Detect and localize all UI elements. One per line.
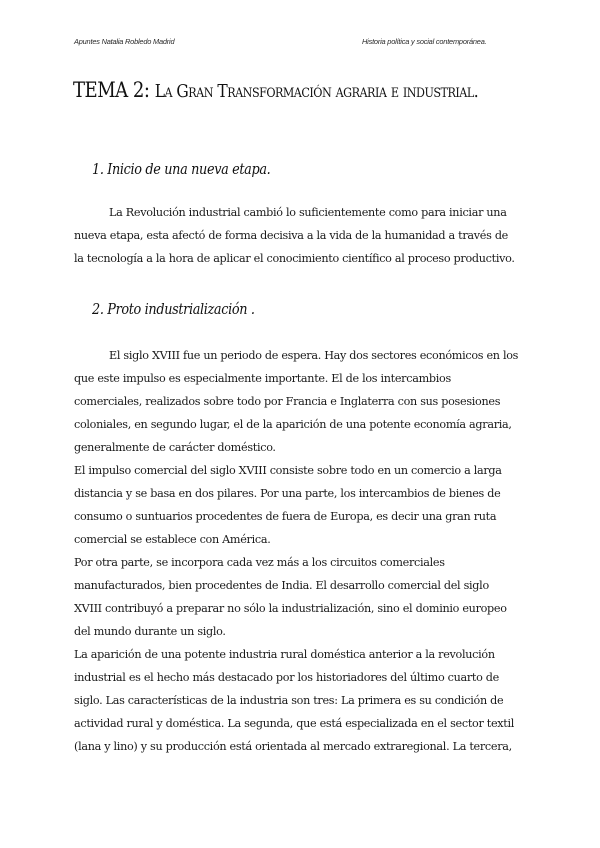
title-text: La Gran Transformación agraria e industrial. — [154, 81, 479, 102]
text-line: coloniales, en segundo lugar, el de la aparición de una potente economía agraria, — [74, 418, 512, 431]
text-line: generalmente de carácter doméstico. — [74, 441, 276, 454]
text-line: comercial se establece con América. — [74, 533, 271, 546]
header-author: Apuntes Natalia Robledo Madrid — [74, 37, 175, 46]
text-line: siglo. Las características de la industria son tres: La primera es su condición de — [74, 694, 504, 707]
text-line: El siglo XVIII fue un periodo de espera. Hay dos sectores económicos en los — [109, 349, 519, 362]
text-line: La Revolución industrial cambió lo suficientemente como para iniciar una — [109, 206, 507, 219]
text-line: nueva etapa, esta afectó de forma decisiva a la vida de la humanidad a través de — [74, 229, 509, 242]
text-line: comerciales, realizados sobre todo por Francia e Inglaterra con sus posesiones — [74, 395, 501, 408]
page-title — [73, 78, 478, 102]
text-line: la tecnología a la hora de aplicar el conocimiento científico al proceso productivo. — [74, 252, 515, 265]
text-line: La aparición de una potente industria rural doméstica anterior a la revolución — [74, 648, 495, 661]
section-body — [74, 201, 530, 270]
text-line: distancia y se basa en dos pilares. Por una parte, los intercambios de bienes de — [74, 487, 501, 500]
header-course: Historia política y social contemporánea. — [362, 37, 487, 46]
text-line: que este impulso es especialmente importante. El de los intercambios — [74, 372, 451, 385]
text-line: El impulso comercial del siglo XVIII consiste sobre todo en un comercio a larga — [74, 464, 502, 477]
section-body — [74, 344, 530, 758]
title-prefix: TEMA 2: — [73, 78, 155, 102]
text-line: industrial es el hecho más destacado por los historiadores del último cuarto de — [74, 671, 499, 684]
section-heading: 1. Inicio de una nueva etapa. — [92, 161, 271, 178]
text-line: actividad rural y doméstica. La segunda, que está especializada en el sector textil — [74, 717, 515, 730]
text-line: Por otra parte, se incorpora cada vez más a los circuitos comerciales — [74, 556, 445, 569]
section-heading: 2. Proto industrialización . — [92, 301, 255, 318]
text-line: XVIII contribuyó a preparar no sólo la industrialización, sino el dominio europeo — [74, 602, 507, 615]
text-line: (lana y lino) y su producción está orientada al mercado extraregional. La tercera, — [74, 740, 512, 753]
text-line: del mundo durante un siglo. — [74, 625, 226, 638]
text-line: consumo o suntuarios procedentes de fuera de Europa, es decir una gran ruta — [74, 510, 497, 523]
text-line: manufacturados, bien procedentes de India. El desarrollo comercial del siglo — [74, 579, 489, 592]
